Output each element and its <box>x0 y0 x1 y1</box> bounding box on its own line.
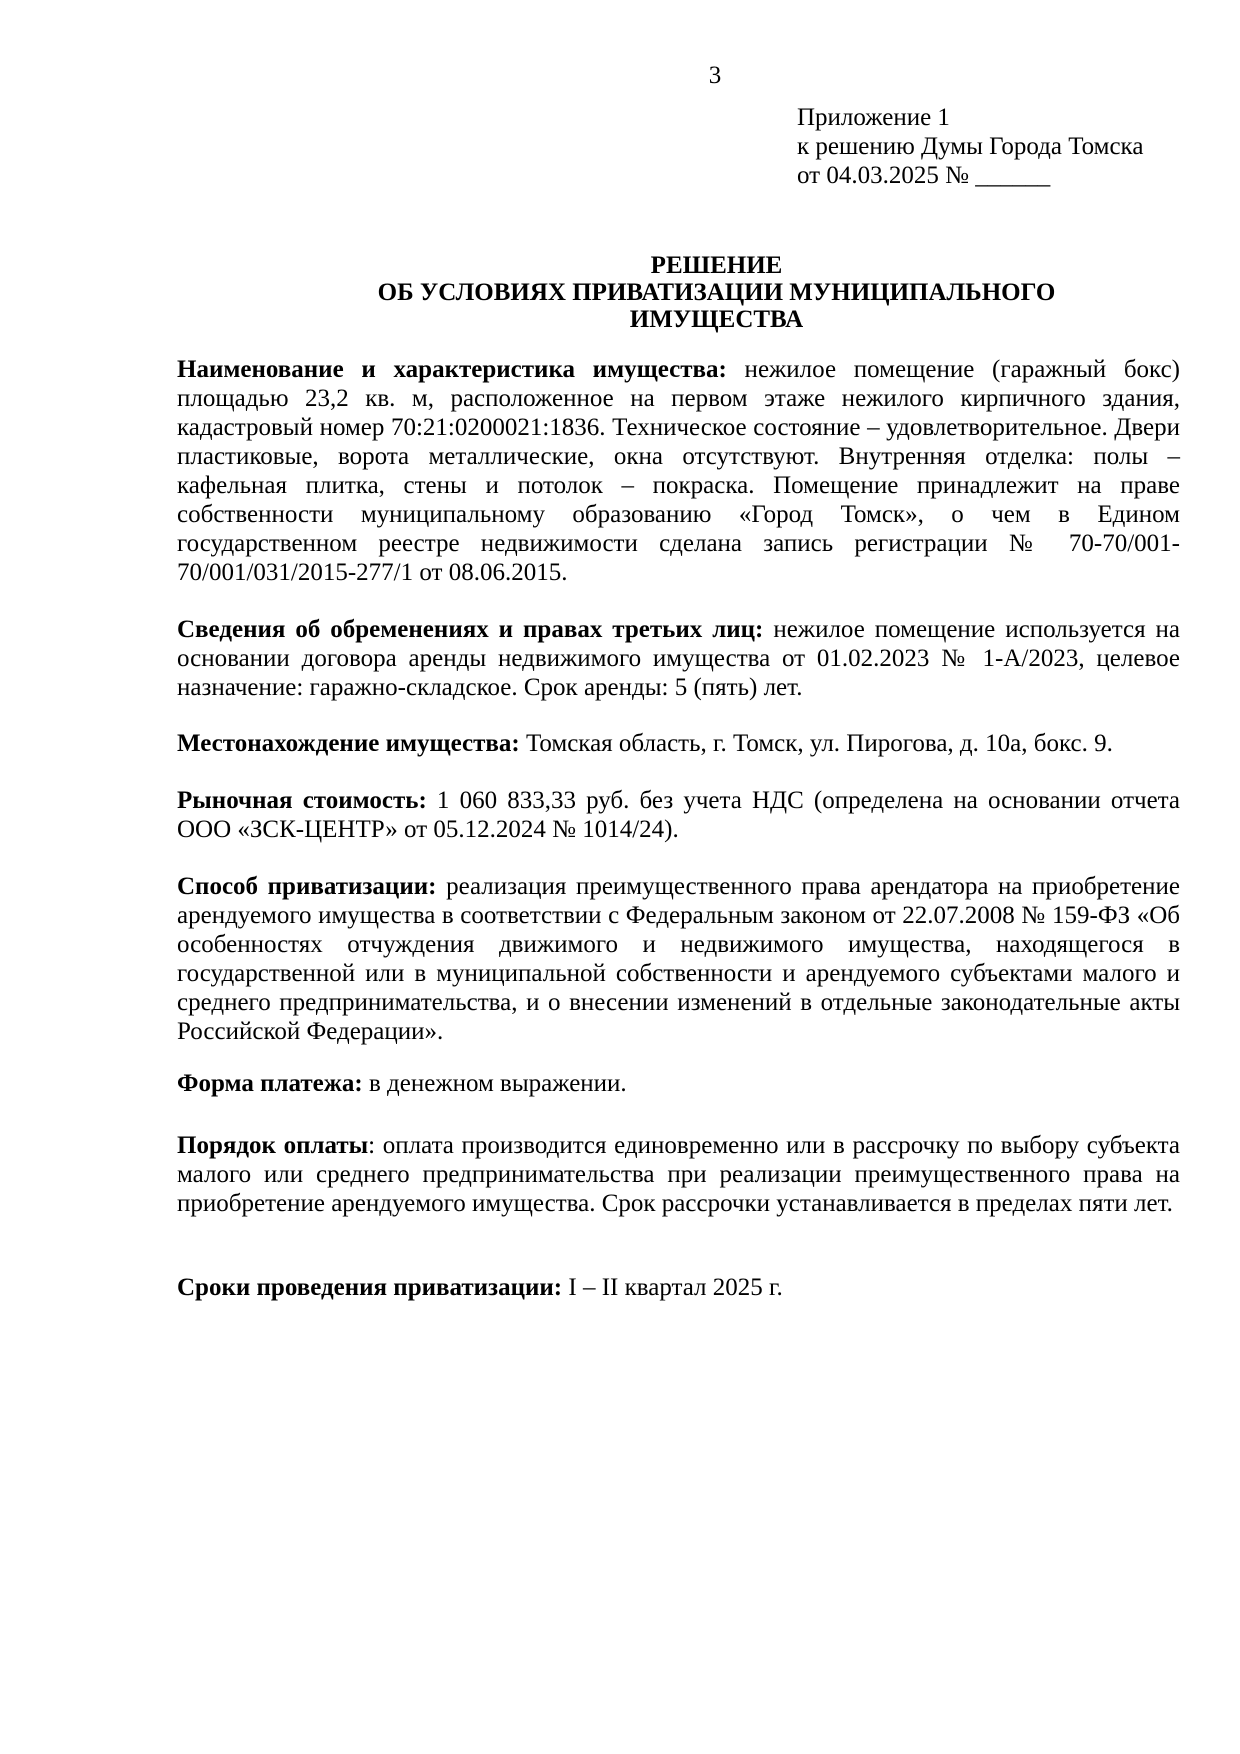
section-privatization-terms <box>177 1273 1180 1302</box>
section-text: 1 060 833,33 руб. без учета НДС (определена на основании отчета ООО «ЗСК-ЦЕНТР» от 05.12.2024 № 1014/24). <box>177 787 1180 843</box>
section-text: в денежном выражении. <box>362 1070 627 1097</box>
section-text: реализация преимущественного права арендатора на приобретение арендуемого имущества в соответствии с Федеральным законом от 22.07.2008 № 159-ФЗ «Об особенностях отчуждения движимого и недвижимого имущества, находящегося в государственной или в муниципальной собственности и арендуемого субъектами малого и среднего предпринимательства, и о внесении изменений в отдельные законодательные акты Российской Федерации». <box>177 873 1181 1045</box>
title-line: РЕШЕНИЕ <box>650 252 783 279</box>
section-text: нежилое помещение используется на основании договора аренды недвижимого имущества от 01.02.2023 № 1-А/2023, целевое назначение: гаражно-складское. Срок аренды: 5 (пять) лет. <box>177 616 1180 701</box>
section-text: Томская область, г. Томск, ул. Пирогова, д. 10а, бокс. 9. <box>519 730 1113 757</box>
section-label: Местонахождение имущества: <box>177 730 520 757</box>
section-label: Порядок оплаты <box>177 1132 369 1159</box>
section-privatization-method <box>177 872 1180 1046</box>
page-number: 3 <box>708 62 722 89</box>
appendix-line: от 04.03.2025 № ______ <box>797 162 1051 189</box>
section-label: Сроки проведения приватизации: <box>177 1274 563 1301</box>
section-label: Форма платежа: <box>177 1070 363 1097</box>
title-line: ОБ УСЛОВИЯХ ПРИВАТИЗАЦИИ МУНИЦИПАЛЬНОГО ИМУЩЕСТВА <box>377 279 1056 333</box>
document-title <box>288 252 1145 333</box>
section-label: Наименование и характеристика имущества: <box>177 356 727 383</box>
section-label: Сведения об обременениях и правах третьих лиц: <box>177 616 764 643</box>
section-property-description <box>177 355 1180 587</box>
section-payment-procedure <box>177 1131 1180 1218</box>
section-text: I – II квартал 2025 г. <box>562 1274 783 1301</box>
section-location <box>177 729 1180 758</box>
section-text: нежилое помещение (гаражный бокс) площадью 23,2 кв. м, расположенное на первом этаже нежилого кирпичного здания, кадастровый номер 70:21:0200021:1836. Техническое состояние – удовлетворительное. Двери пластиковые, ворота металлические, окна отсутствуют. Внутренняя отделка: полы – кафельная плитка, стены и потолок – покраска. Помещение принадлежит на праве собственности муниципальному образованию «Город Томск», о чем в Едином государственном реестре недвижимости сделана запись регистрации № 70-70/001-70/001/031/2015-277/1 от 08.06.2015. <box>177 356 1180 586</box>
appendix-line: к решению Думы Города Томска <box>797 133 1144 160</box>
section-text: : оплата производится единовременно или в рассрочку по выбору субъекта малого или среднего предпринимательства при реализации преимущественного права на приобретение арендуемого имущества. Срок рассрочки устанавливается в пределах пяти лет. <box>177 1132 1181 1217</box>
section-payment-form <box>177 1069 1180 1098</box>
section-label: Рыночная стоимость: <box>177 787 427 814</box>
section-market-value <box>177 786 1180 844</box>
section-encumbrances <box>177 615 1180 702</box>
appendix-reference <box>797 103 1143 190</box>
section-label: Способ приватизации: <box>177 873 437 900</box>
appendix-line: Приложение 1 <box>797 104 950 131</box>
